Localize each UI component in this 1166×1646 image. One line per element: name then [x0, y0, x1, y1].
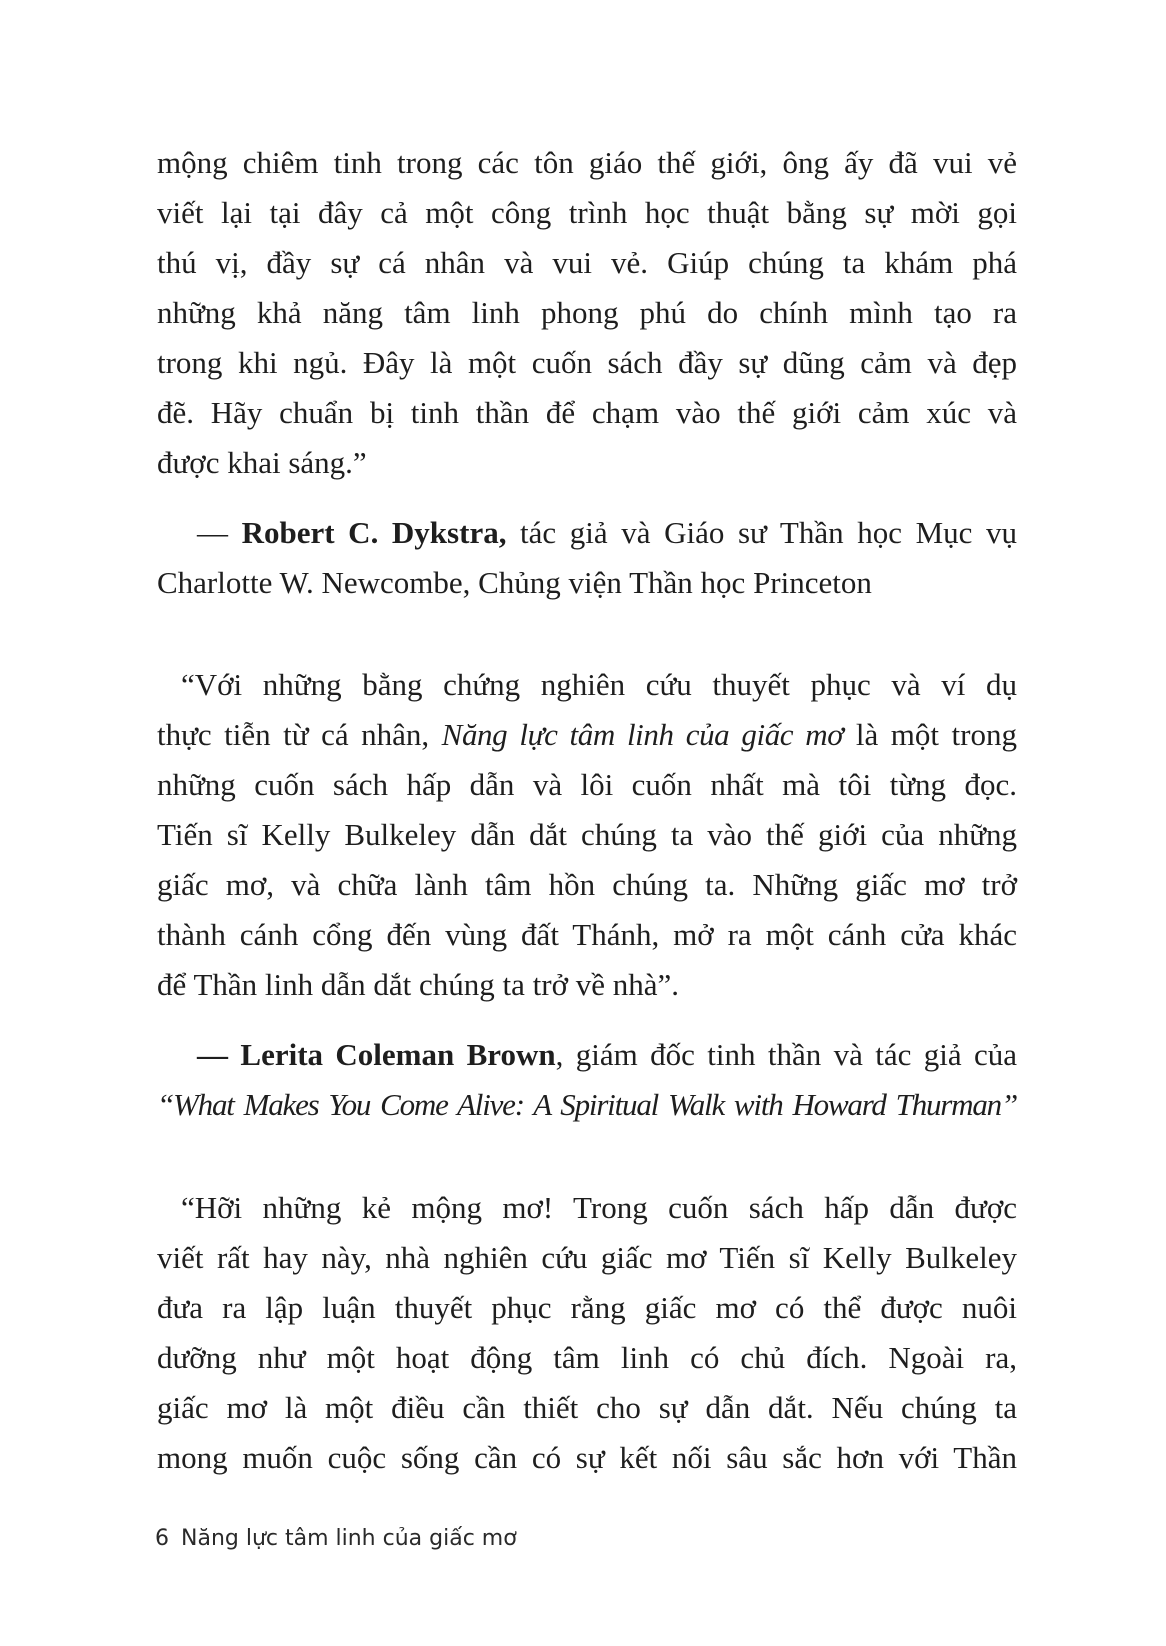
book-title-italic: Năng lực tâm linh của giấc mơ: [441, 717, 844, 752]
page-number: 6: [155, 1526, 169, 1551]
text-line: “Hỡi những kẻ mộng mơ! Trong cuốn sách hấp dẫn được: [181, 1190, 1017, 1225]
text-segment: là một trong: [843, 717, 1017, 752]
author-name: Lerita Coleman Brown: [240, 1037, 556, 1072]
text-line: viết lại tại đây cả một công trình học thuật bằng sự mời gọi: [157, 195, 1017, 230]
quote-dreamers: [157, 1183, 1017, 1483]
attribution-brown: [157, 1030, 1017, 1130]
text-line: những cuốn sách hấp dẫn và lôi cuốn nhất mà tôi từng đọc.: [157, 767, 1017, 802]
text-line: mong muốn cuộc sống cần có sự kết nối sâu sắc hơn với Thần: [157, 1440, 1017, 1475]
text-line: Tiến sĩ Kelly Bulkeley dẫn dắt chúng ta vào thế giới của những: [157, 817, 1017, 852]
text-line: trong khi ngủ. Đây là một cuốn sách đầy sự dũng cảm và đẹp: [157, 345, 1017, 380]
text-line: để Thần linh dẫn dắt chúng ta trở về nhà”.: [157, 967, 679, 1002]
author-role: tác giả và Giáo sư Thần học Mục vụ: [506, 515, 1017, 550]
text-line: mộng chiêm tinh trong các tôn giáo thế giới, ông ấy đã vui vẻ: [157, 145, 1017, 180]
attribution-dykstra: [157, 508, 1017, 608]
text-line: được khai sáng.”: [157, 445, 367, 480]
em-dash: —: [197, 1037, 241, 1072]
page-footer: [155, 1526, 517, 1551]
attribution-line: [157, 1030, 1017, 1080]
text-line: đẽ. Hãy chuẩn bị tinh thần để chạm vào thế giới cảm xúc và: [157, 395, 1017, 430]
author-role: , giám đốc tinh thần và tác giả của: [555, 1037, 1018, 1072]
author-name: Robert C. Dykstra,: [241, 515, 507, 550]
quote-continuation: [157, 138, 1017, 488]
text-segment: thực tiễn từ cá nhân,: [157, 717, 442, 752]
text-line: “Với những bằng chứng nghiên cứu thuyết phục và ví dụ: [181, 667, 1017, 702]
text-line: viết rất hay này, nhà nghiên cứu giấc mơ Tiến sĩ Kelly Bulkeley: [157, 1240, 1017, 1275]
text-line: [157, 710, 1017, 760]
em-dash: —: [197, 515, 242, 550]
text-line: đưa ra lập luận thuyết phục rằng giấc mơ có thể được nuôi: [157, 1290, 1017, 1325]
running-title: Năng lực tâm linh của giấc mơ: [181, 1526, 517, 1551]
attribution-line: Charlotte W. Newcombe, Chủng viện Thần học Princeton: [157, 565, 872, 600]
text-line: dưỡng như một hoạt động tâm linh có chủ đích. Ngoài ra,: [157, 1340, 1017, 1375]
text-line: thú vị, đầy sự cá nhân và vui vẻ. Giúp chúng ta khám phá: [157, 245, 1017, 280]
text-line: những khả năng tâm linh phong phú do chính mình tạo ra: [157, 295, 1017, 330]
attribution-line: [157, 508, 1017, 558]
text-line: thành cánh cổng đến vùng đất Thánh, mở ra một cánh cửa khác: [157, 917, 1017, 952]
quote-brown: [157, 660, 1017, 1010]
text-line: giấc mơ là một điều cần thiết cho sự dẫn dắt. Nếu chúng ta: [157, 1390, 1017, 1425]
book-title-italic: “What Makes You Come Alive: A Spiritual Walk with Howard Thurman”: [157, 1087, 1017, 1122]
text-line: giấc mơ, và chữa lành tâm hồn chúng ta. Những giấc mơ trở: [157, 867, 1017, 902]
